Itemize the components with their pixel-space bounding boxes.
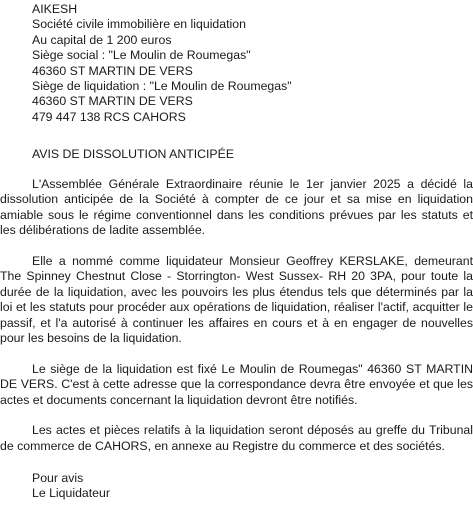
paragraph-liquidation-seat: Le siège de la liquidation est fixé Le Moulin de Roumegas" 46360 ST MARTIN DE VERS. C'est à cette adresse que la correspondance devra être envoyée et que les actes et documents concernant la liquidation devront être notifiés.: [0, 361, 473, 407]
rcs-number: 479 447 138 RCS CAHORS: [32, 109, 186, 124]
paragraph-dissolution: L'Assemblée Générale Extraordinaire réunie le 1er janvier 2025 a décidé la dissolution anticipée de la Société à compter de ce jour et sa mise en liquidation amiable sous le régime conventionnel dans les conditions prévues par les statuts et les délibérations de ladite assemblée.: [0, 177, 473, 238]
paragraph-filing: Les actes et pièces relatifs à la liquidation seront déposés au greffe du Tribunal de commerce de CAHORS, en annexe au Registre du commerce et des sociétés.: [0, 423, 473, 453]
liquidation-seat-city: 46360 ST MARTIN DE VERS: [32, 94, 193, 109]
company-name: AIKESH: [32, 2, 78, 16]
company-header: [32, 2, 462, 125]
notice-body: [0, 177, 473, 470]
notice-title: AVIS DE DISSOLUTION ANTICIPÉE: [32, 147, 235, 161]
company-capital: Au capital de 1 200 euros: [32, 32, 172, 47]
signature-line-2: Le Liquidateur: [32, 486, 110, 501]
registered-office: Siège social : "Le Moulin de Roumegas": [32, 48, 251, 63]
registered-office-city: 46360 ST MARTIN DE VERS: [32, 63, 193, 78]
liquidation-seat: Siège de liquidation : "Le Moulin de Roumegas": [32, 79, 292, 94]
signature-line-1: Pour avis: [32, 471, 84, 485]
company-form: Société civile immobilière en liquidation: [32, 17, 246, 32]
signature-block: [32, 471, 110, 502]
paragraph-liquidator: Elle a nommé comme liquidateur Monsieur Geoffrey KERSLAKE, demeurant The Spinney Chestnut Close - Storrington- West Sussex- RH 20 3PA, pour toute la durée de la liquidation, avec les pouvoirs les plus étendus tels que déterminés par la loi et les statuts pour procéder aux opérations de liquidation, réaliser l'actif, acquitter le passif, et l'a autorisé à continuer les affaires en cours et à en engager de nouvelles pour les besoins de la liquidation.: [0, 254, 473, 346]
